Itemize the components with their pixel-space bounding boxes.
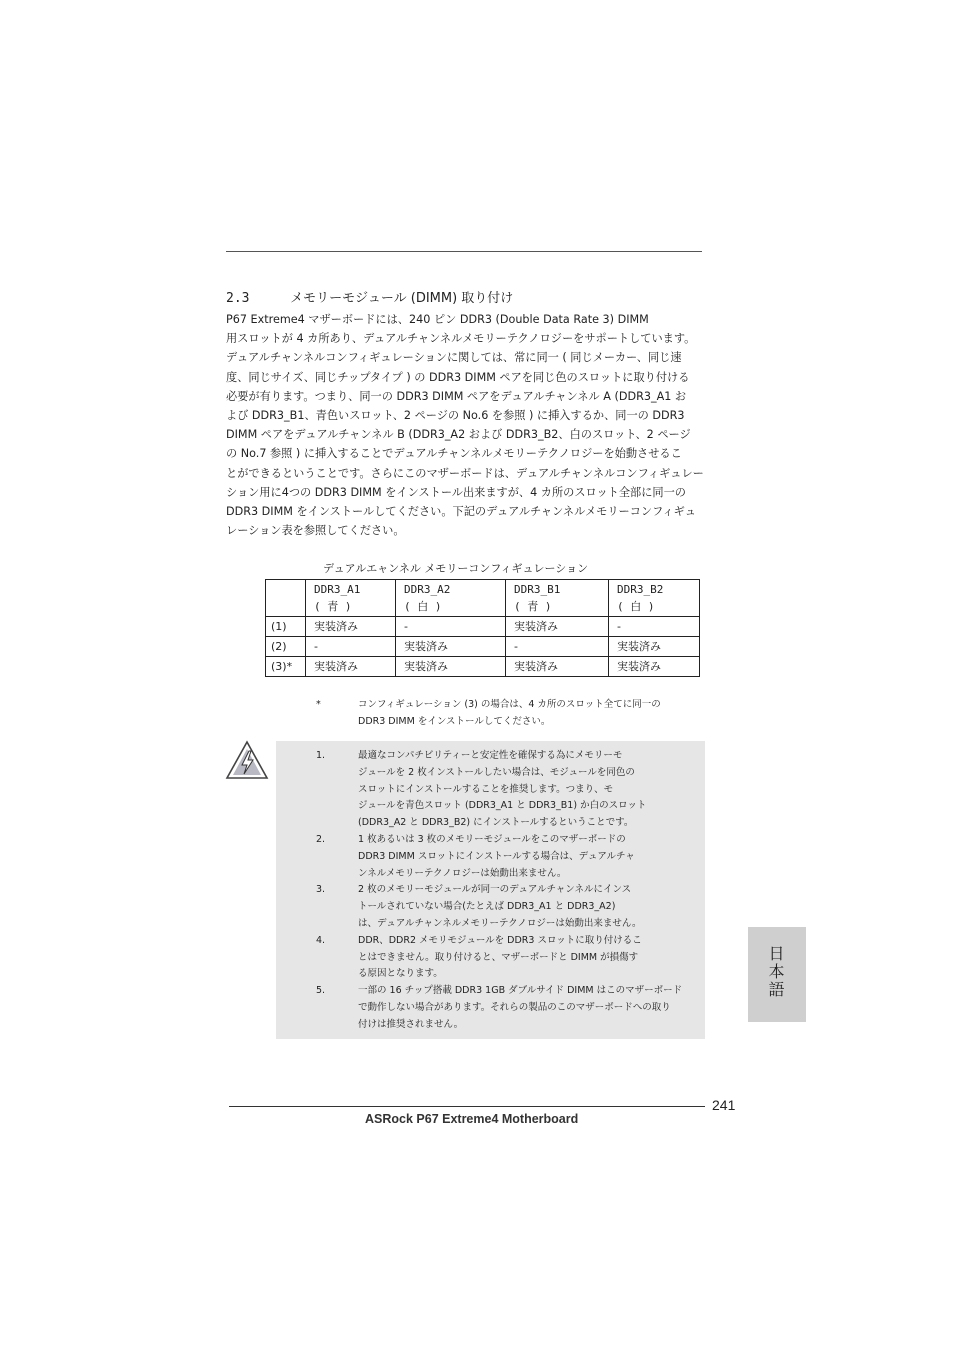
body-paragraph	[226, 310, 704, 540]
language-tab-label: 日本語	[766, 945, 785, 999]
header-slot: DDR3_B1	[514, 583, 561, 596]
body-line: P67 Extreme4 マザーボードには、240 ピン DDR3 (Double Data Rate 3) DIMM	[226, 313, 649, 326]
table-cell: -	[396, 617, 506, 637]
footnote-mark: *	[316, 699, 321, 710]
warning-number: 2.	[316, 833, 326, 845]
table-cell: 実装済み	[306, 617, 396, 637]
warning-item	[316, 832, 682, 882]
section-heading	[226, 287, 513, 306]
warning-item	[316, 748, 682, 832]
table-cell: 実装済み	[396, 637, 506, 657]
header-cell	[396, 580, 506, 617]
table-cell: -	[306, 637, 396, 657]
header-color: ( 青 )	[314, 600, 352, 613]
warning-line: DDR3 DIMM スロットにインストールする場合は、デュアルチャ	[358, 850, 635, 862]
footer-title: ASRock P67 Extreme4 Motherboard	[365, 1112, 579, 1126]
table-row	[266, 637, 700, 657]
dimm-config-table	[265, 579, 700, 677]
body-line: ション用に4つの DDR3 DIMM をインストール出来ますが、4 カ所のスロット全部に同一の	[226, 485, 686, 499]
body-line: DDR3 DIMM をインストールしてください。下記のデュアルチャンネルメモリーコンフィギュ	[226, 505, 696, 519]
body-line: よび DDR3_B1、青色いスロット、2 ページの No.6 を参照 ) に挿入するか、同一の DDR3	[226, 409, 685, 423]
row-label: (3)*	[266, 657, 306, 677]
header-slot: DDR3_A1	[314, 583, 361, 596]
table-row	[266, 617, 700, 637]
body-line: レーション表を参照してください。	[226, 524, 405, 538]
footer-rule	[229, 1106, 705, 1107]
warning-line: る原因となります。	[358, 968, 443, 980]
warning-line: トールされていない場合(たとえば DDR3_A1 と DDR3_A2)	[358, 901, 616, 913]
table-row	[266, 657, 700, 677]
warning-number: 5.	[316, 985, 326, 997]
header-color: ( 白 )	[404, 600, 442, 613]
section-title: メモリーモジュール (DIMM) 取り付け	[290, 291, 514, 306]
top-rule	[226, 251, 702, 252]
warning-line: 最適なコンパチビリティーと安定性を確保する為にメモリーモ	[358, 750, 623, 761]
warning-line: ジュールを 2 枚インストールしたい場合は、モジュールを同色の	[358, 766, 635, 778]
body-line: の No.7 参照 ) に挿入することでデュアルチャンネルメモリーテクノロジーを始動させるこ	[226, 447, 682, 461]
warning-line: は、デュアルチャンネルメモリーテクノロジーは始動出来ません。	[358, 917, 642, 929]
warning-item	[316, 933, 682, 983]
table-cell: 実装済み	[506, 617, 609, 637]
table-cell: -	[609, 617, 700, 637]
footnote-line: コンフィギュレーション (3) の場合は、4 カ所のスロット全てに同一の	[358, 699, 661, 710]
warning-number: 3.	[316, 884, 326, 896]
warning-number: 4.	[316, 934, 326, 946]
warning-line: スロットにインストールすることを推奨します。つまり、モ	[358, 783, 614, 795]
header-color: ( 青 )	[514, 600, 552, 613]
body-line: 度、同じサイズ、同じチップタイプ ) の DDR3 DIMM ペアを同じ色のスロットに取り付ける	[226, 370, 690, 384]
warning-line: とはできません。取り付けると、マザーボードと DIMM が損傷す	[358, 951, 639, 963]
table-cell: 実装済み	[609, 637, 700, 657]
page-number: 241	[712, 1097, 736, 1113]
warning-line: ジュールを青色スロット (DDR3_A1 と DDR3_B1) か白のスロット	[358, 800, 647, 812]
header-slot: DDR3_A2	[404, 583, 451, 596]
header-cell	[306, 580, 396, 617]
footnote-line: DDR3 DIMM をインストールしてください。	[358, 716, 551, 727]
warning-line: (DDR3_A2 と DDR3_B2) にインストールするということです。	[358, 817, 634, 829]
warning-number: 1.	[316, 750, 326, 761]
row-label: (1)	[266, 617, 306, 637]
warning-item	[316, 983, 682, 1033]
section-number: 2.3	[226, 291, 250, 306]
table-footnote	[316, 696, 661, 730]
table-header-row	[266, 580, 700, 617]
body-line: とができるということです。さらにこのマザーボードは、デュアルチャンネルコンフィギュレー	[226, 466, 704, 480]
body-line: デュアルチャンネルコンフィギュレーションに関しては、常に同一 ( 同じメーカー、同じ速	[226, 351, 682, 365]
warning-line: ンネルメモリーテクノロジーは始動出来ません。	[358, 867, 567, 879]
warning-line: 一部の 16 チップ搭載 DDR3 1GB ダブルサイド DIMM はこのマザーボード	[358, 985, 683, 997]
table-cell: 実装済み	[609, 657, 700, 677]
language-tab	[748, 927, 806, 1022]
warning-line: 付けは推奨されません。	[358, 1018, 464, 1030]
table-cell: 実装済み	[506, 657, 609, 677]
header-color: ( 白 )	[617, 600, 655, 613]
table-corner-cell	[266, 580, 306, 617]
warning-line: 2 枚のメモリーモジュールが同一のデュアルチャンネルにインス	[358, 884, 632, 896]
body-line: 用スロットが 4 カ所あり、デュアルチャンネルメモリーテクノロジーをサポートしています。	[226, 332, 696, 346]
table-caption: デュアルエャンネル メモリーコンフィギュレーション	[323, 562, 589, 575]
table-cell: 実装済み	[396, 657, 506, 677]
warning-list	[316, 748, 682, 1034]
header-cell	[506, 580, 609, 617]
table-cell: -	[506, 637, 609, 657]
row-label: (2)	[266, 637, 306, 657]
warning-item	[316, 882, 682, 932]
warning-line: 1 枚あるいは 3 枚のメモリーモジュールをこのマザーボードの	[358, 833, 626, 845]
body-line: 必要が有ります。つまり、同一の DDR3 DIMM ペアをデュアルチャンネル A (DDR3_A1 お	[226, 389, 687, 403]
warning-icon	[225, 740, 269, 780]
warning-line: DDR、DDR2 メモリモジュールを DDR3 スロットに取り付けるこ	[358, 934, 642, 946]
header-cell	[609, 580, 700, 617]
header-slot: DDR3_B2	[617, 583, 664, 596]
body-line: DIMM ペアをデュアルチャンネル B (DDR3_A2 および DDR3_B2、白のスロット、2 ページ	[226, 428, 691, 442]
table-cell: 実装済み	[306, 657, 396, 677]
warning-line: で動作しない場合があります。それらの製品のこのマザーボードへの取り	[358, 1001, 671, 1013]
